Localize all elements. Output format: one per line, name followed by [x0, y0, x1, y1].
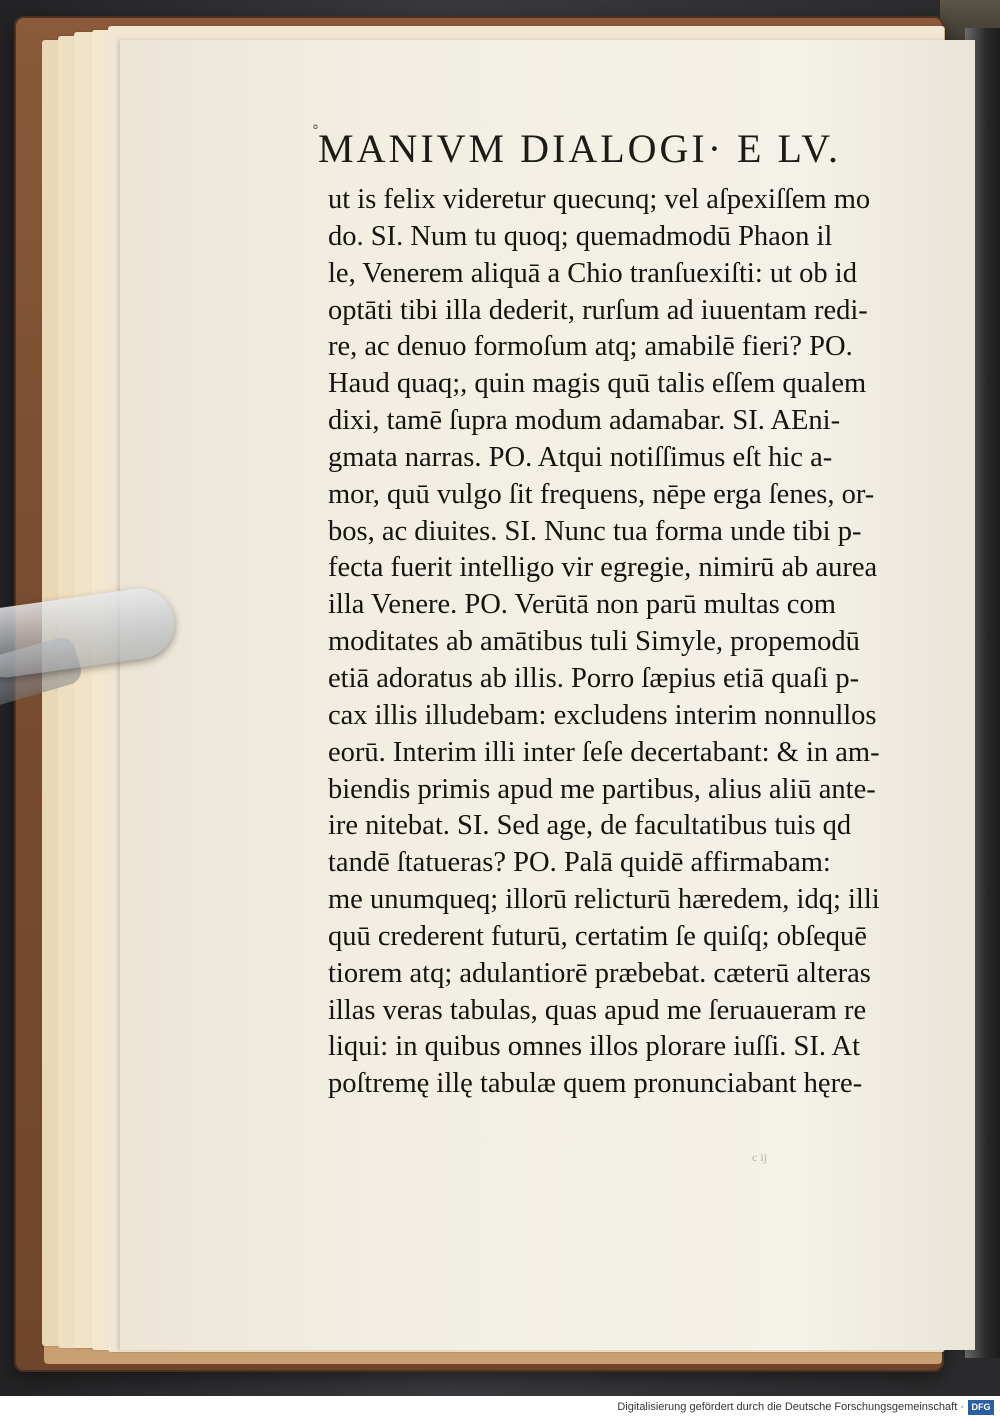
body-text	[328, 182, 943, 1103]
text-line: ire nitebat. SI. Sed age, de facultatibus tuis qd	[328, 810, 852, 842]
text-line: optāti tibi illa dederit, rurſum ad iuuentam redi-	[328, 294, 868, 326]
text-line: gmata narras. PO. Atqui notiſſimus eſt hic a-	[328, 441, 833, 473]
text-line: me unumqueq; illorū relicturū hæredem, idq; illi	[328, 884, 880, 916]
text-line: moditates ab amātibus tuli Simyle, propemodū	[328, 626, 860, 658]
text-line: le, Venerem aliquā a Chio tranſuexiſti: ut ob id	[328, 257, 857, 289]
text-line: ut is felix videretur quecunq; vel aſpexiſſem mo	[328, 184, 871, 215]
funding-credit: Digitalisierung gefördert durch die Deutsche Forschungsgemeinschaft ·	[617, 1401, 964, 1413]
text-line: tiorem atq; adulantiorē præbebat. cæterū alteras	[328, 957, 871, 989]
text-line: fecta fuerit intelligo vir egregie, nimirū ab aurea	[328, 552, 878, 584]
text-line: cax illis illudebam: excludens interim nonnullos	[328, 699, 877, 731]
page-marker: °	[312, 123, 319, 139]
text-line: illa Venere. PO. Verūtā non parū multas com	[328, 589, 836, 621]
text-line: do. SI. Num tu quoq; quemadmodū Phaon il	[328, 220, 833, 252]
text-line: re, ac denuo formoſum atq; amabilē fieri? PO.	[328, 331, 853, 363]
text-line: bos, ac diuites. SI. Nunc tua forma unde tibi p-	[328, 515, 862, 547]
text-line: Haud quaq;, quin magis quū talis eſſem qualem	[328, 368, 867, 400]
digitization-footer	[0, 1396, 1000, 1420]
signature-mark: c ij	[752, 1150, 767, 1164]
running-head: MANIVM DIALOGI· E LV.	[318, 126, 841, 171]
text-line: eorū. Interim illi inter ſeſe decertabant: & in am-	[328, 736, 880, 768]
text-line: quū crederent futurū, certatim ſe quiſq; obſequē	[328, 920, 867, 952]
text-line: poſtremę illę tabulæ quem pronunciabant hęre-	[328, 1068, 863, 1100]
text-line: biendis primis apud me partibus, alius aliū ante-	[328, 773, 876, 805]
text-line: liqui: in quibus omnes illos plorare iuſſi. SI. At	[328, 1031, 860, 1063]
text-line: dixi, tamē ſupra modum adamabar. SI. AEni-	[328, 405, 841, 437]
text-line: illas veras tabulas, quas apud me ſeruaueram re	[328, 994, 867, 1026]
text-line: etiā adoratus ab illis. Porro ſæpius etiā quaſi p-	[328, 662, 860, 694]
text-line: mor, quū vulgo ſit frequens, nēpe erga ſenes, or-	[328, 478, 875, 510]
text-line: tandē ſtatueras? PO. Palā quidē affirmabam:	[328, 847, 831, 879]
dfg-logo-icon: DFG	[968, 1400, 994, 1415]
